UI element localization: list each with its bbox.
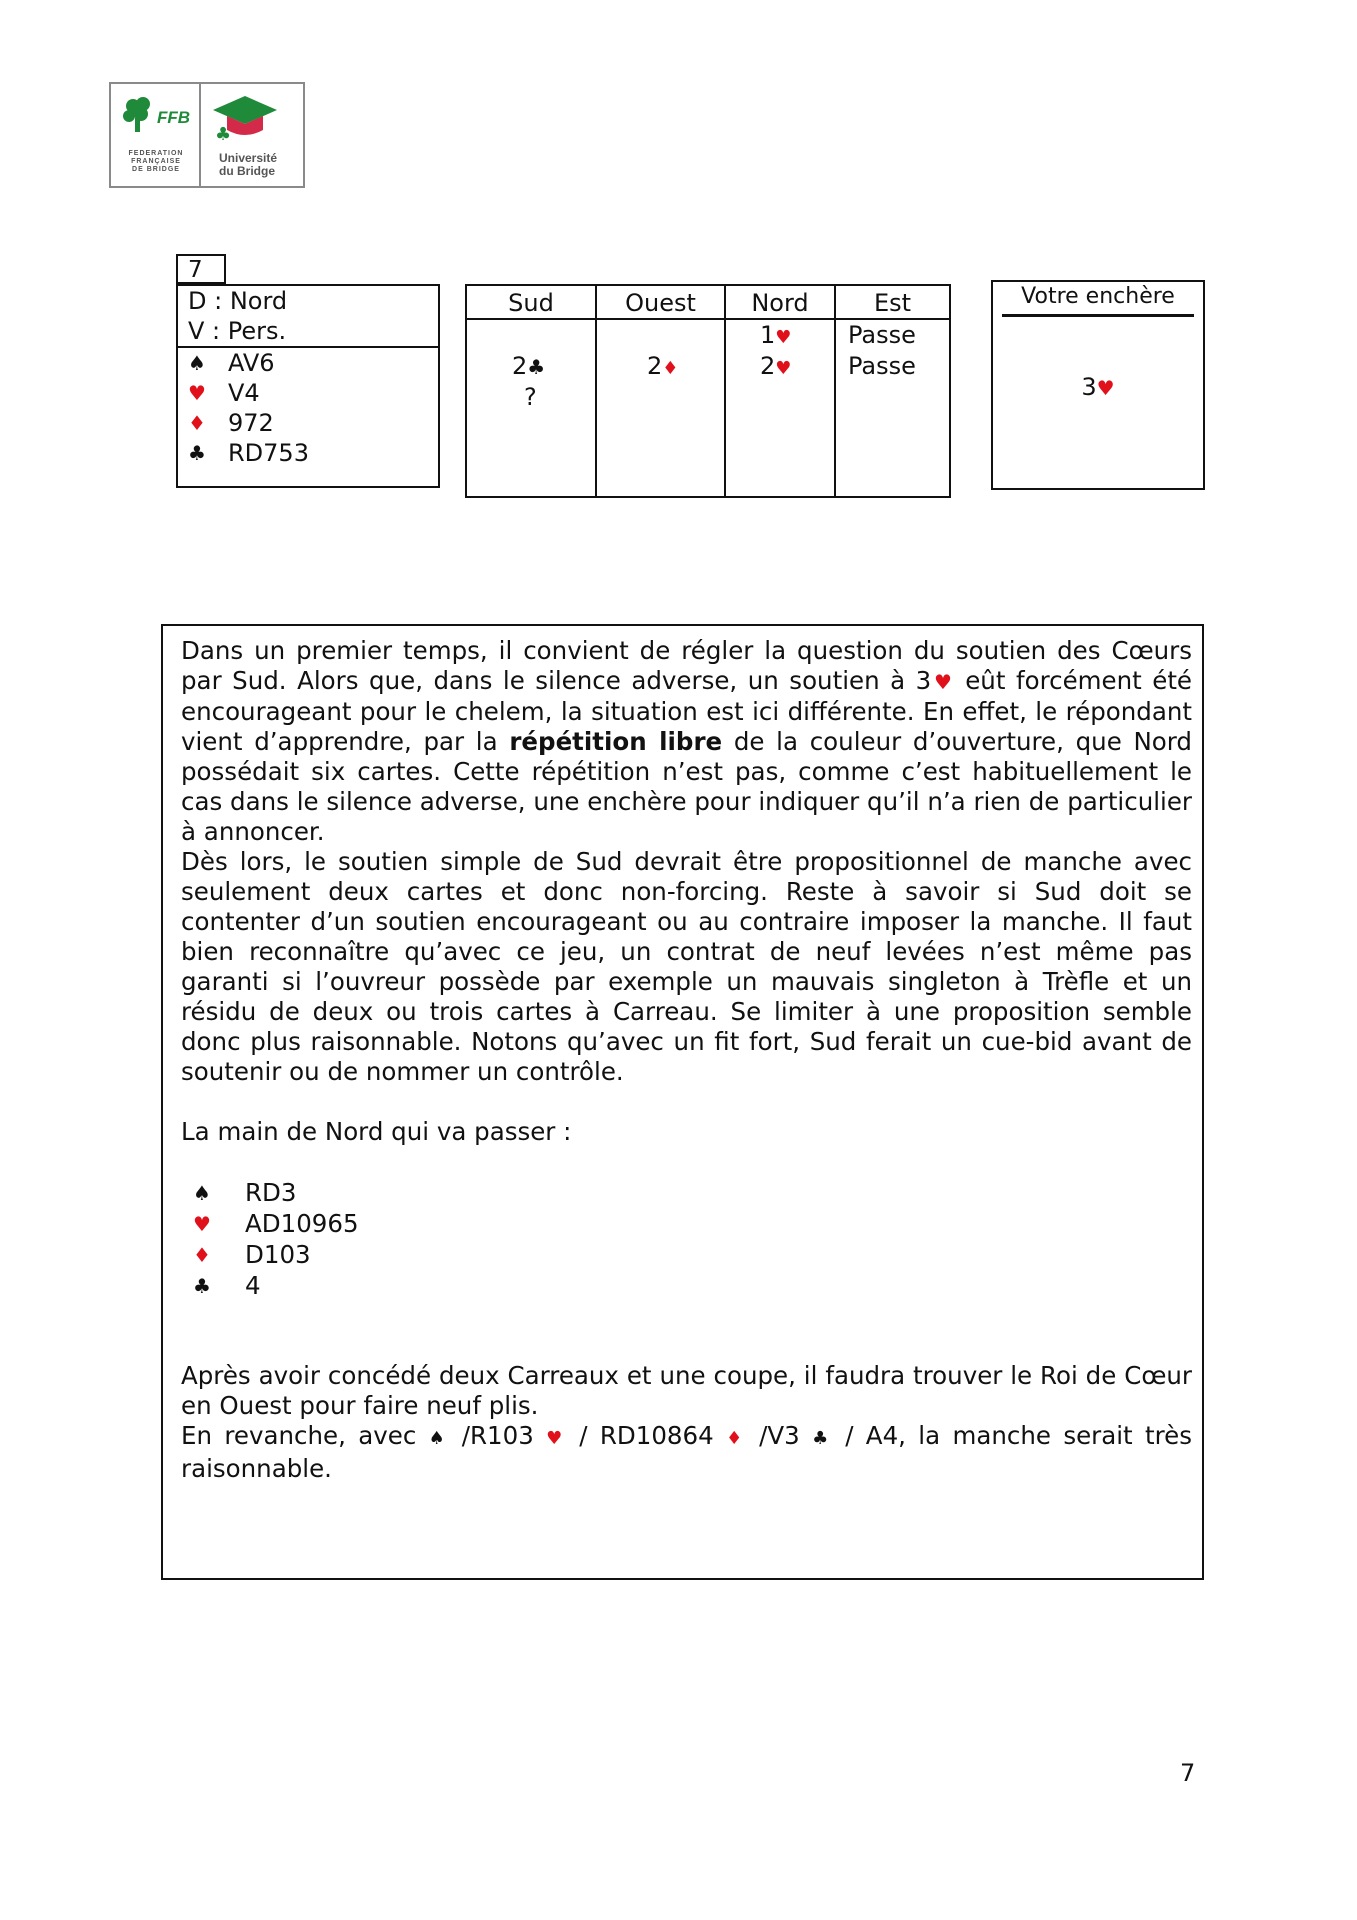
university-wordmark (219, 152, 277, 178)
text-run: / A4, la manche serait très raisonnable. (181, 1421, 1193, 1483)
bid-cell (726, 320, 834, 351)
bid-cell (467, 320, 595, 351)
ffb-wordmark: FFB (157, 108, 191, 127)
text-run: eût forcément été encourageant pour le chelem, la situation est ici différente. En effet, le répondant vient d’apprendre, par la (181, 666, 1193, 756)
spade-icon: ♠ (188, 351, 206, 375)
univ-line: Université (219, 151, 278, 165)
spade-icon: ♠ (193, 1180, 211, 1205)
spade-cards: AV6 (228, 349, 275, 377)
text-run: / RD10864 (566, 1421, 727, 1450)
bid-column-nord (726, 286, 836, 496)
vulnerability: V : Pers. (188, 317, 287, 345)
ffb-tree-icon (121, 96, 159, 136)
bidding-table (465, 284, 951, 498)
north-row-spades (181, 1177, 1192, 1208)
spacer (181, 1331, 1192, 1361)
north-row-hearts (181, 1208, 1192, 1239)
text-run: /R103 (449, 1421, 547, 1450)
spacer (181, 1087, 1192, 1117)
club-cards: RD753 (228, 439, 309, 467)
answer-bid (993, 373, 1203, 401)
text-run: /V3 (746, 1421, 813, 1450)
bid-cell: Passe (848, 321, 916, 349)
bid-header: Est (836, 286, 949, 320)
club-icon: ♣ (193, 1273, 211, 1298)
heart-icon: ♥ (193, 1211, 211, 1236)
bid-cell (467, 351, 595, 382)
bid-level: 2 (647, 352, 663, 380)
ffb-sub-line: FRANÇAISE (131, 158, 181, 165)
explanation-paragraph (181, 1421, 1192, 1484)
north-diamond-cards: D103 (245, 1239, 311, 1269)
hand-row-clubs (178, 438, 438, 468)
club-icon: ♣ (812, 1428, 833, 1449)
university-logo-panel (201, 84, 303, 186)
explanation-paragraph (181, 636, 1192, 847)
spacer (181, 1147, 1192, 1177)
heart-icon: ♥ (546, 1428, 567, 1449)
hand-row-spades (178, 348, 438, 378)
north-row-clubs (181, 1270, 1192, 1301)
hand-row-hearts (178, 378, 438, 408)
bid-column-ouest (597, 286, 726, 496)
explanation-paragraph: Après avoir concédé deux Carreaux et une coupe, il faudra trouver le Roi de Cœur en Ouest pour faire neuf plis. (181, 1361, 1192, 1420)
heart-icon: ♥ (775, 358, 792, 379)
north-spade-cards: RD3 (245, 1177, 297, 1207)
bid-header: Sud (467, 286, 595, 320)
ffb-sub-line: FEDERATION (128, 150, 184, 157)
ffb-sub-line: DE BRIDGE (132, 166, 180, 173)
svg-text:♣: ♣ (215, 124, 232, 145)
text-run: En revanche, avec (181, 1421, 429, 1450)
diamond-icon: ♦ (193, 1242, 211, 1267)
text-run: Dans un premier temps, il convient de régler la question du soutien des Cœurs par Sud. Alors que, dans le silence adverse, un soutien à 3 (181, 636, 1192, 695)
bid-column-est (836, 286, 949, 496)
diamond-icon: ♦ (726, 1428, 747, 1449)
bid-cell (726, 351, 834, 382)
answer-divider (1002, 314, 1194, 317)
bid-level: 2 (760, 352, 776, 380)
heart-icon: ♥ (775, 327, 792, 348)
answer-title: Votre enchère (1021, 284, 1175, 309)
ffb-subtitle (119, 150, 193, 174)
heart-icon: ♥ (1096, 376, 1115, 400)
diamond-icon: ♦ (662, 358, 679, 379)
answer-level: 3 (1081, 373, 1097, 401)
diamond-icon: ♦ (188, 411, 206, 435)
explanation-box (161, 624, 1204, 1580)
deal-info (178, 286, 438, 348)
bid-level: 2 (512, 352, 528, 380)
north-hand-intro: La main de Nord qui va passer : (181, 1117, 572, 1146)
bid-header: Ouest (597, 286, 724, 320)
ffb-logo (109, 82, 305, 188)
north-club-cards: 4 (245, 1270, 261, 1300)
club-icon: ♣ (527, 355, 546, 379)
dealer: D : Nord (188, 287, 288, 315)
bid-cell (597, 351, 724, 382)
page-number: 7 (1180, 1759, 1196, 1787)
explanation-paragraph: Dès lors, le soutien simple de Sud devrait être propositionnel de manche avec seulement deux cartes et donc non-forcing. Reste à savoir si Sud doit se contenter d’un soutien encourageant ou au contraire imposer la manche. Il faut bien reconnaître qu’avec ce jeu, un contrat de neuf levées n’est même pas garanti si l’ouvreur possède par exemple un mauvais singleton à Trèfle et un résidu de deux ou trois cartes à Carreau. Se limiter à une proposition semble donc plus raisonnable. Notons qu’avec un fit fort, Sud ferait un cue-bid avant de soutenir ou de nommer un contrôle. (181, 847, 1192, 1086)
bold-term: répétition libre (509, 727, 723, 756)
heart-cards: V4 (228, 379, 260, 407)
ffb-logo-panel (111, 84, 201, 186)
graduation-cap-icon (211, 94, 279, 146)
heart-icon: ♥ (931, 670, 955, 694)
deal-number: 7 (176, 254, 226, 284)
answer-box (991, 280, 1205, 490)
hand-row-diamonds (178, 408, 438, 438)
spacer (181, 1301, 1192, 1331)
bid-cell: ? (524, 383, 537, 411)
diamond-cards: 972 (228, 409, 274, 437)
bid-cell: Passe (848, 352, 916, 380)
text-run: de la couleur d’ouverture, que Nord possédait six cartes. Cette répétition n’est pas, comme c’est habituellement le cas dans le silence adverse, une enchère pour indiquer qu’il n’a rien de particulier à annoncer. (181, 727, 1192, 846)
north-row-diamonds (181, 1239, 1192, 1270)
bid-header: Nord (726, 286, 834, 320)
heart-icon: ♥ (188, 381, 206, 405)
bid-cell (597, 320, 724, 351)
north-heart-cards: AD10965 (245, 1208, 359, 1238)
univ-line: du Bridge (219, 164, 275, 178)
club-icon: ♣ (188, 441, 206, 465)
south-hand-box (176, 284, 440, 488)
bid-level: 1 (760, 321, 776, 349)
bid-column-sud (467, 286, 597, 496)
spade-icon: ♠ (428, 1428, 450, 1449)
